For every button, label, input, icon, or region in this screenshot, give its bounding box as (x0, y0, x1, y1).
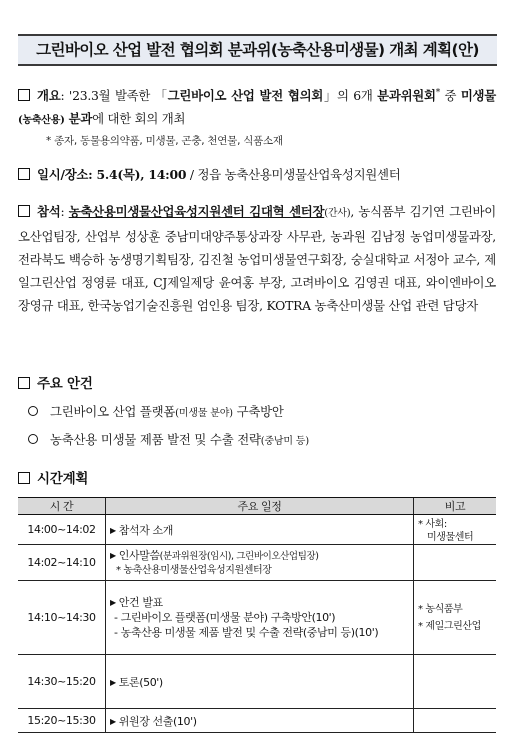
checkbox-square-icon (18, 168, 30, 180)
triangle-bullet-icon: ▶ (110, 598, 116, 607)
column-header-time: 시 간 (18, 498, 106, 515)
table-row (18, 545, 496, 581)
table-header-row (18, 498, 496, 515)
agenda-item (28, 402, 284, 424)
overview-text: : '23.3월 발족한 「 (60, 88, 168, 104)
council-name: 그린바이오 산업 발전 협의회 (167, 88, 324, 104)
remark-text: 미생물센터 (427, 532, 474, 543)
division-term: 분과 (64, 111, 93, 127)
column-header-schedule: 주요 일정 (106, 498, 414, 515)
overview-label: 개요 (37, 88, 61, 104)
schedule-table (18, 497, 496, 733)
overview-section (18, 82, 496, 150)
schedule-item-note: (분과위원장(임시), 그린바이오산업팀장) (159, 550, 319, 562)
datetime-label: 일시/장소 (37, 167, 89, 182)
table-row (18, 709, 496, 733)
table-row (18, 581, 496, 655)
attendees-lead-note: (간사) (324, 208, 351, 219)
remark-cell (414, 581, 497, 655)
agenda-item-text: 그린바이오 산업 플랫폼 (50, 404, 176, 419)
schedule-heading-row (18, 467, 496, 491)
schedule-item: 위원장 선출(10') (118, 714, 197, 728)
remark-cell (414, 655, 497, 709)
attendees-section (18, 200, 496, 317)
checkbox-square-icon (18, 205, 30, 217)
attendees-lead: 농축산용미생물산업육성지원센터 김대혁 센터장 (68, 204, 325, 219)
circle-bullet-icon (28, 434, 38, 444)
remark-cell (414, 515, 497, 545)
schedule-item: 인사말씀 (118, 548, 160, 562)
overview-text: 에 대한 회의 개최 (92, 111, 186, 127)
schedule-cell (106, 709, 414, 733)
overview-footnote: * 종자, 동물용의약품, 미생물, 곤충, 천연물, 식품소재 (46, 135, 283, 148)
remark-text: * 제일그린산업 (418, 620, 481, 632)
time-cell: 15:20~15:30 (18, 709, 106, 733)
schedule-item: 참석자 소개 (118, 523, 173, 537)
footnote-mark: * (435, 88, 440, 98)
checkbox-square-icon (18, 89, 30, 101)
circle-bullet-icon (28, 406, 38, 416)
microbe-term: 미생물 (460, 88, 496, 104)
triangle-bullet-icon: ▶ (110, 716, 116, 726)
time-cell: 14:00~14:02 (18, 515, 106, 545)
remark-cell (414, 709, 497, 733)
remark-text: * 사회: (418, 519, 447, 530)
agenda-item-note: (미생물 분야) (175, 408, 233, 419)
attendees-label: 참석 (37, 204, 61, 219)
document-title: 그린바이오 산업 발전 협의회 분과위(농축산용미생물) 개최 계획(안) (18, 34, 497, 66)
checkbox-square-icon (18, 472, 30, 484)
schedule-subitem: - 농축산용 미생물 제품 발전 및 수출 전략(중남미 등)(10') (114, 626, 379, 639)
time-cell: 14:30~15:20 (18, 655, 106, 709)
schedule-subitem: - 그린바이오 플랫폼(미생물 분야) 구축방안(10') (114, 611, 336, 624)
attendees-list: , 농식품부 김기연 그린바이오산업팀장, 산업부 성상훈 중남미대양주통상과장 사무관, 농과원 김남정 농업미생물과장, 전라북도 백승하 농생명기획팀장, 김진철 농업미생물연구회장, 숭실대학교 서정아 교수, 제일그린산업 정영륜 대표, CJ제일제당 윤여홍 부장, 고려바이오 김영권 대표, 와이엔바이오 장영규 대표, 한국농업기술진흥원 엄인용 팀장, KOTRA 농축산미생물 산업 관련 담당자 (18, 204, 496, 313)
time-cell: 14:02~14:10 (18, 545, 106, 581)
agenda-item (28, 430, 309, 452)
triangle-bullet-icon: ▶ (110, 525, 116, 535)
subcommittee-term: 분과위원회 (377, 88, 436, 104)
schedule-item: 토론(50') (118, 675, 163, 689)
overview-text: 」의 6개 (323, 88, 378, 104)
time-cell: 14:10~14:30 (18, 581, 106, 655)
attendees-colon: : (60, 204, 69, 219)
schedule-cell (106, 655, 414, 709)
datetime-value: : 5.4(목), 14:00 (88, 167, 187, 182)
microbe-qualifier: (농축산용) (18, 115, 65, 127)
overview-text: 중 (440, 88, 461, 104)
venue-text: / 정읍 농축산용미생물산업육성지원센터 (186, 167, 401, 182)
remark-text: * 농식품부 (418, 603, 463, 615)
column-header-remark: 비고 (414, 498, 497, 515)
agenda-item-tail: 구축방안 (232, 404, 284, 419)
checkbox-square-icon (18, 377, 30, 389)
table-row (18, 515, 496, 545)
agenda-heading-row (18, 372, 496, 396)
schedule-cell (106, 581, 414, 655)
agenda-heading: 주요 안건 (37, 376, 93, 392)
table-row (18, 655, 496, 709)
agenda-item-note: (중남미 등) (260, 436, 309, 447)
schedule-heading: 시간계획 (37, 471, 89, 487)
agenda-item-text: 농축산용 미생물 제품 발전 및 수출 전략 (50, 432, 261, 447)
schedule-cell (106, 545, 414, 581)
triangle-bullet-icon: ▶ (110, 550, 116, 560)
remark-cell (414, 545, 497, 581)
datetime-section (18, 163, 496, 186)
schedule-cell (106, 515, 414, 545)
triangle-bullet-icon: ▶ (110, 677, 116, 687)
schedule-subnote: * 농축산용미생물산업육성지원센터장 (116, 564, 272, 576)
schedule-item: 안건 발표 (118, 596, 163, 609)
